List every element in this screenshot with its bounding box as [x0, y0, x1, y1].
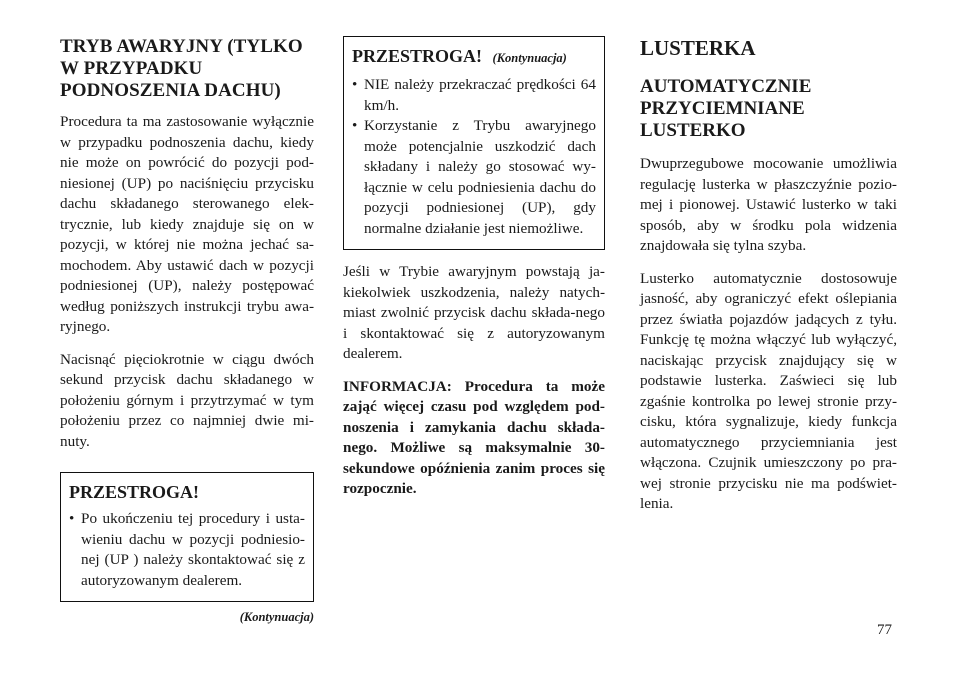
- section-heading-mirrors: LUSTERKA: [640, 36, 756, 60]
- section-heading-emergency-mode: TRYB AWARYJNY (TYLKO W PRZYPADKU PODNOSZENIA DACHU): [60, 36, 303, 101]
- paragraph-damage: Jeśli w Trybie awaryjnym powstają ja-kiekolwiek uszkodzenia, należy natych-miast zwolnić przycisk dachu składa-nego i skontaktować się z autoryzowanym dealerem.: [343, 263, 605, 362]
- warning-box: [60, 472, 314, 602]
- warning-item-text: NIE należy przekraczać prędkości 64 km/h.: [364, 76, 596, 114]
- warning-title: [352, 45, 596, 69]
- page-number: 77: [877, 622, 892, 638]
- subheading-auto-dimming-mirror: AUTOMATYCZNIE PRZYCIEMNIANE LUSTERKO: [640, 76, 812, 141]
- note-information: INFORMACJA: Procedura ta może zająć więcej czasu pod względem pod-noszenia i zamykania dachu składa-nego. Możliwe są maksymalnie 30-sekundowe opóźnienia zanim proces się rozpocznie.: [343, 377, 605, 497]
- warning-item: [352, 75, 596, 116]
- warning-item-text: Po ukończeniu tej procedury i usta-wieniu dachu w pozycji podniesio-nej (UP ) należy skontaktować się z autoryzowanym dealerem.: [81, 510, 305, 589]
- column-right: [640, 36, 897, 527]
- paragraph-mount: Dwuprzegubowe mocowanie umożliwia regulację lusterka w płaszczyźnie pozio-mej i pionowej. Ustawić lusterko w taki sposób, aby w środku pola widzenia znajdowała się tylna szyba.: [640, 155, 897, 254]
- warning-item-text: Korzystanie z Trybu awaryjnego może potencjalnie uszkodzić dach składany i należy go stosować wy-łącznie w celu podniesienia dachu do pozycji podniesionej (UP), gdy normalne działanie jest niemożliwe.: [364, 117, 596, 237]
- paragraph-procedure: Procedura ta ma zastosowanie wyłącznie w przypadku podnoszenia dachu, kiedy nie może on powrócić do pozycji pod-niesionej (UP) po naciśnięciu przycisku dachu składanego sterowanego elek-trycznie, lub kiedy znajduje się on w pozycji, w której nie można jechać sa-mochodem. Aby ustawić dach w pozycji podniesionej (UP), należy postępować według poniższych instrukcji trybu awa-ryjnego.: [60, 113, 314, 335]
- column-middle: [343, 36, 605, 500]
- warning-title-text: PRZESTROGA!: [352, 46, 483, 66]
- warning-item: [352, 116, 596, 239]
- warning-box-continued: [343, 36, 605, 250]
- paragraph-auto-dimming: Lusterko automatycznie dostosowuje jasność, aby ograniczyć efekt oślepiania przez światła pojazdów jadących z tyłu. Funkcję tę można włączyć lub wyłączyć, naciskając przycisk znajdujący się w podstawie lusterka. Zaświeci się lub zgaśnie kontrolka po lewej stronie przy-cisku, która sygnalizuje, kiedy funkcja automatycznego przyciemniania jest włączona. Czujnik umieszczony po pra-wej stronie przycisku nie ma podświet-lenia.: [640, 269, 897, 512]
- bullet-icon: •: [69, 510, 75, 527]
- column-left: [60, 36, 314, 625]
- warning-item: [69, 509, 305, 591]
- warning-list: [69, 509, 305, 591]
- warning-title: PRZESTROGA!: [69, 482, 200, 502]
- paragraph-instructions: Nacisnąć pięciokrotnie w ciągu dwóch sekund przycisk dachu składanego w położeniu górnym i przytrzymać w tym położeniu przez co najmniej dwie mi-nuty.: [60, 350, 314, 450]
- bullet-icon: •: [352, 76, 358, 93]
- warning-continued-label: (Kontynuacja): [492, 51, 567, 65]
- warning-list: [352, 75, 596, 239]
- continued-label: (Kontynuacja): [239, 610, 314, 624]
- bullet-icon: •: [352, 117, 358, 134]
